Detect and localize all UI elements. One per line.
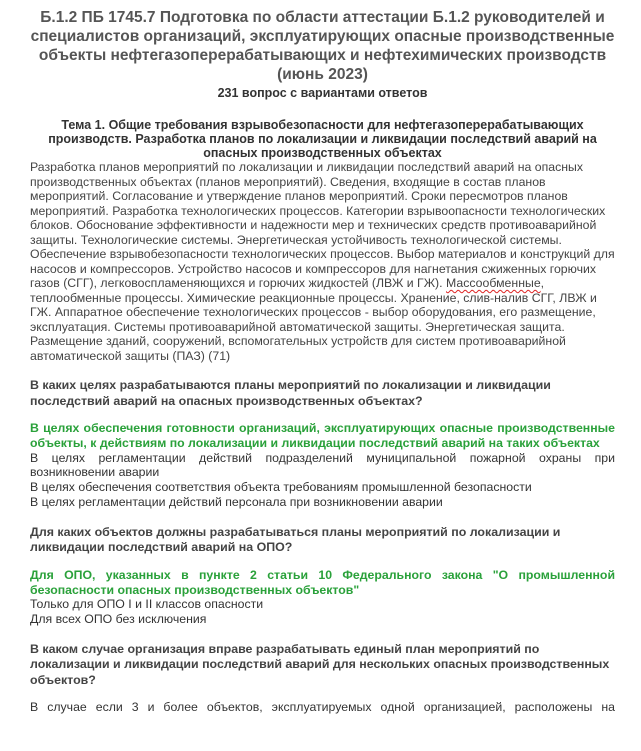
question-text: В каких целях разрабатываются планы мероприятий по локализации и ликвидации последствий аварий на опасных производственных объектах?: [30, 378, 551, 408]
topic-description: [30, 160, 615, 363]
answer-list: [30, 421, 615, 510]
answer-correct: Для ОПО, указанных в пункте 2 статьи 10 Федерального закона "О промышленной безопасности опасных производственных объектов": [30, 567, 615, 597]
question-text: Для каких объектов должны разрабатываться планы мероприятий по локализации и ликвидации последствий аварий на ОПО?: [30, 524, 561, 555]
question-text: В каком случае организация вправе разрабатывать единый план мероприятий по локализации и ликвидации последствий аварий для нескольких опасных производственных объектов?: [30, 641, 610, 687]
question-block: [30, 525, 615, 627]
answer-option: В случае если 3 и более объектов, эксплуатируемых одной организацией, расположены на: [30, 700, 615, 715]
topic-description-text-2: , теплообменные процессы. Химические реакционные процессы. Хранение, слив-налив СГГ, ЛВЖ и ГЖ. Аппаратное обеспечение технологических процессов - выбор оборудования, его размещение, эксплуатация. Системы противоаварийной автоматической защиты. Энергетическая защита. Размещение зданий, сооружений, вспомогательных устройств для систем противоаварийной автоматической защиты (ПАЗ) (71): [30, 276, 597, 363]
topic-title: Тема 1. Общие требования взрывобезопасности для нефтегазоперерабатывающих производств. Разработка планов по локализации и ликвидации последствий аварий на опасных производственных объектах: [48, 118, 597, 160]
document-title: Б.1.2 ПБ 1745.7 Подготовка по области аттестации Б.1.2 руководителей и специалистов организаций, эксплуатирующих опасные производственные объекты нефтегазоперерабатывающих и нефтехимических производств (июнь 2023): [30, 9, 615, 83]
answer-correct: В целях обеспечения готовности организаций, эксплуатирующих опасные производственные объекты, к действиям по локализации и ликвидации последствий аварий на таких объектах: [30, 421, 615, 450]
topic-description-text: Разработка планов мероприятий по локализации и ликвидации последствий аварий на опасных производственных объектах (планов мероприятий). Сведения, входящие в состав планов мероприятий. Согласование и утверждение планов мероприятий. Сроки пересмотров планов мероприятий. Разработка технологических процессов. Категории взрывоопасности технологических блоков. Обоснование эффективности и надежности мер и технических средств противоаварийной защиты. Технологические системы. Энергетическая устойчивость технологической системы. Обеспечение взрывобезопасности технологических процессов. Выбор материалов и конструкций для насосов и компрессоров. Устройство насосов и компрессоров для нагнетания сжиженных горючих газов (СГГ), легковоспламеняющихся и горючих жидкостей (ЛВЖ и ГЖ).: [30, 160, 615, 290]
answer-option: В целях регламентации действий подразделений муниципальной пожарной охраны при возникновении аварии: [30, 450, 615, 480]
answer-option: В целях регламентации действий персонала при возникновении аварии: [30, 494, 443, 509]
answer-option: Только для ОПО I и II классов опасности: [30, 597, 264, 612]
question-block: [30, 642, 615, 715]
answer-option: В целях обеспечения соответствия объекта требованиям промышленной безопасности: [30, 480, 532, 495]
document-page: [30, 8, 615, 715]
answer-list: [30, 568, 615, 627]
spellcheck-word: Массообменные: [446, 276, 541, 290]
answer-option: Для всех ОПО без исключения: [30, 612, 207, 627]
answer-list: [30, 700, 615, 715]
question-block: [30, 378, 615, 510]
document-subtitle: 231 вопрос с вариантами ответов: [217, 86, 428, 100]
